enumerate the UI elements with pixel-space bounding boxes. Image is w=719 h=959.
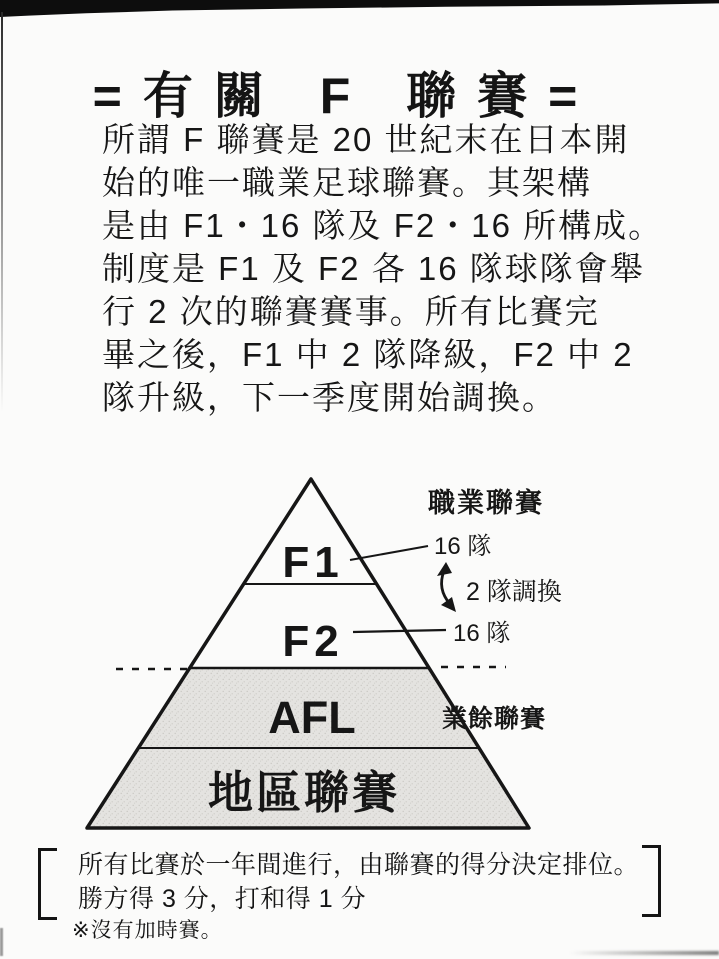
pyramid-f1-label: F1 [282, 538, 344, 587]
intro-line: 制度是 F1 及 F2 各 16 隊球隊會舉 [102, 250, 645, 287]
title-left-mark: = [92, 67, 143, 124]
note-bracket-right [642, 845, 661, 917]
amateur-league-label: 業餘聯賽 [442, 705, 547, 733]
intro-line: 畢之後，F1 中 2 隊降級，F2 中 2 [102, 336, 634, 373]
title-right-mark: = [548, 67, 599, 124]
intro-line: 是由 F1・16 隊及 F2・16 所構成。 [102, 207, 664, 244]
intro-line: 始的唯一職業足球聯賽。其架構 [102, 164, 592, 201]
scoring-note-line: 所有比賽於一年間進行，由聯賽的得分決定排位。 [78, 851, 640, 879]
footnote: ※沒有加時賽。 [72, 919, 223, 942]
title-text: 有關 F 聯賽 [142, 67, 549, 124]
intro-line: 行 2 次的聯賽賽事。所有比賽完 [102, 293, 600, 330]
pointer-f2-teams [353, 630, 446, 632]
professional-league-label: 職業聯賽 [428, 488, 544, 518]
pointer-f1-teams [350, 546, 428, 560]
intro-line: 所謂 F 聯賽是 20 世紀末在日本開 [102, 121, 630, 158]
pyramid-f2-label: F2 [282, 617, 344, 666]
exchange-label: 2 隊調換 [466, 578, 562, 606]
pyramid-regional-label: 地區聯賽 [207, 767, 401, 818]
swap-arrow-icon [437, 562, 456, 612]
f2-team-count-label: 16 隊 [453, 620, 511, 647]
pyramid-afl-label: AFL [268, 692, 356, 743]
intro-line: 隊升級，下一季度開始調換。 [102, 379, 557, 416]
scoring-note [78, 848, 639, 916]
f1-team-count-label: 16 隊 [434, 533, 492, 560]
note-bracket-left [38, 848, 57, 920]
scoring-note-line: 勝方得 3 分，打和得 1 分 [78, 885, 367, 913]
